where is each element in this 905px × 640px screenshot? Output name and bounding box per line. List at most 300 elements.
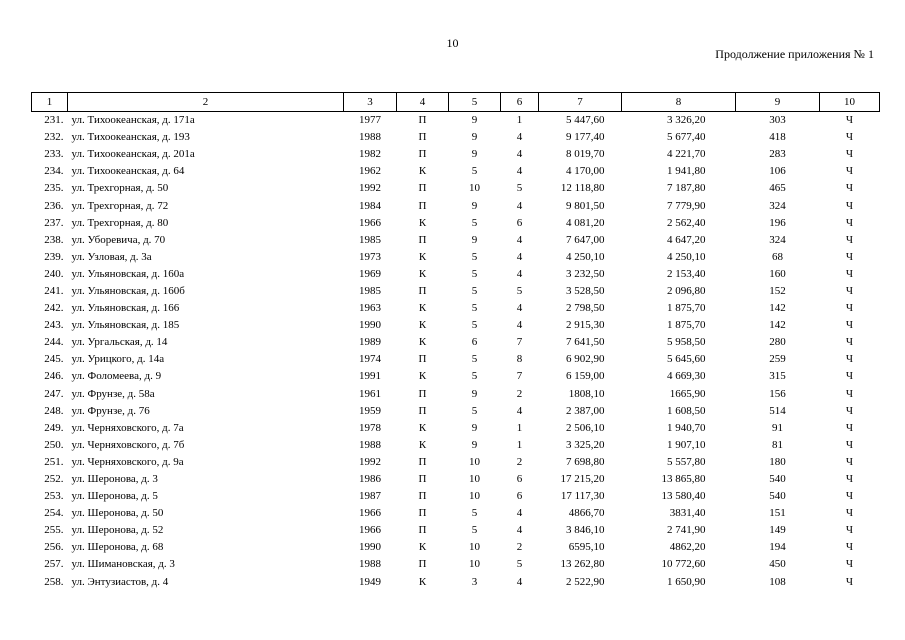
cell-wall-material: К: [418, 438, 427, 451]
cell-floors: 9: [471, 131, 478, 144]
table-row: [32, 215, 880, 232]
table-row: [32, 146, 880, 163]
cell-address: ул. Шеронова, д. 68: [71, 541, 164, 554]
cell-year: 1982: [359, 148, 381, 161]
cell-floors: 9: [471, 421, 478, 434]
cell-wall-material: К: [418, 267, 427, 280]
cell-wall-material: К: [418, 250, 427, 263]
cell-entrances: 2: [516, 541, 523, 554]
table-row: [32, 437, 880, 454]
cell-year: 1977: [359, 114, 381, 127]
table-row: [32, 129, 880, 146]
cell-category: Ч: [845, 404, 854, 417]
cell-total-area: 2 915,30: [566, 319, 605, 332]
cell-row-number: 232.: [44, 131, 64, 144]
cell-address: ул. Тихоокеанская, д. 201а: [71, 148, 195, 161]
cell-floors: 5: [471, 507, 478, 520]
cell-year: 1985: [359, 284, 381, 297]
cell-floors: 10: [469, 558, 480, 571]
cell-category: Ч: [845, 199, 854, 212]
cell-entrances: 4: [516, 148, 523, 161]
table-row: [32, 522, 880, 539]
cell-living-area: 2 741,90: [667, 524, 706, 537]
cell-category: Ч: [845, 541, 854, 554]
cell-year: 1991: [359, 370, 381, 383]
cell-living-area: 7 187,80: [667, 182, 706, 195]
cell-wall-material: К: [418, 216, 427, 229]
cell-living-area: 13 865,80: [661, 473, 706, 486]
cell-living-area: 1 907,10: [667, 438, 706, 451]
cell-category: Ч: [845, 336, 854, 349]
appendix-continuation-label: Продолжение приложения № 1: [715, 47, 874, 61]
cell-floors: 9: [471, 199, 478, 212]
cell-address: ул. Шеронова, д. 3: [71, 473, 158, 486]
cell-entrances: 2: [516, 387, 523, 400]
cell-entrances: 7: [516, 336, 523, 349]
cell-year: 1990: [359, 541, 381, 554]
cell-residents: 151: [769, 507, 786, 520]
column-header: 8: [622, 93, 736, 112]
cell-year: 1992: [359, 182, 381, 195]
cell-address: ул. Урицкого, д. 14а: [71, 353, 165, 366]
cell-entrances: 4: [516, 199, 523, 212]
cell-floors: 10: [469, 455, 480, 468]
cell-floors: 3: [471, 575, 478, 588]
cell-residents: 142: [769, 302, 786, 315]
cell-entrances: 4: [516, 250, 523, 263]
cell-year: 1974: [359, 353, 381, 366]
cell-category: Ч: [845, 507, 854, 520]
table-row: [32, 180, 880, 197]
cell-category: Ч: [845, 216, 854, 229]
cell-row-number: 243.: [44, 319, 64, 332]
cell-residents: 450: [769, 558, 786, 571]
cell-living-area: 4 647,20: [667, 233, 706, 246]
cell-category: Ч: [845, 284, 854, 297]
cell-address: ул. Тихоокеанская, д. 193: [71, 131, 190, 144]
table-row: [32, 249, 880, 266]
cell-total-area: 4 170,00: [566, 165, 605, 178]
cell-category: Ч: [845, 370, 854, 383]
cell-category: Ч: [845, 558, 854, 571]
table-row: [32, 386, 880, 403]
cell-row-number: 242.: [44, 302, 64, 315]
cell-entrances: 1: [516, 438, 523, 451]
cell-floors: 9: [471, 438, 478, 451]
cell-living-area: 5 677,40: [667, 131, 706, 144]
cell-entrances: 4: [516, 233, 523, 246]
cell-address: ул. Узловая, д. 3а: [71, 250, 152, 263]
cell-living-area: 4 221,70: [667, 148, 706, 161]
table-row: [32, 539, 880, 556]
cell-residents: 194: [769, 541, 786, 554]
column-header: 2: [68, 93, 344, 112]
column-header: 3: [344, 93, 397, 112]
cell-category: Ч: [845, 267, 854, 280]
cell-entrances: 4: [516, 165, 523, 178]
cell-row-number: 237.: [44, 216, 64, 229]
cell-year: 1987: [359, 490, 381, 503]
cell-wall-material: П: [418, 524, 427, 537]
cell-floors: 5: [471, 216, 478, 229]
cell-address: ул. Шеронова, д. 52: [71, 524, 164, 537]
cell-category: Ч: [845, 455, 854, 468]
cell-address: ул. Черняховского, д. 7б: [71, 438, 185, 451]
cell-floors: 9: [471, 233, 478, 246]
cell-living-area: 1 940,70: [667, 421, 706, 434]
cell-wall-material: К: [418, 370, 427, 383]
table-row: [32, 283, 880, 300]
table-row: [32, 471, 880, 488]
cell-entrances: 4: [516, 524, 523, 537]
cell-year: 1988: [359, 131, 381, 144]
cell-year: 1966: [359, 216, 381, 229]
cell-address: ул. Тихоокеанская, д. 171а: [71, 114, 195, 127]
cell-row-number: 240.: [44, 267, 64, 280]
cell-category: Ч: [845, 421, 854, 434]
cell-wall-material: П: [418, 455, 427, 468]
cell-row-number: 233.: [44, 148, 64, 161]
cell-total-area: 13 262,80: [560, 558, 605, 571]
cell-entrances: 5: [516, 284, 523, 297]
cell-row-number: 246.: [44, 370, 64, 383]
cell-total-area: 2 387,00: [566, 404, 605, 417]
cell-wall-material: П: [418, 233, 427, 246]
cell-row-number: 249.: [44, 421, 64, 434]
cell-floors: 9: [471, 114, 478, 127]
cell-address: ул. Трехгорная, д. 80: [71, 216, 169, 229]
table-row: [32, 197, 880, 214]
cell-living-area: 5 645,60: [667, 353, 706, 366]
cell-floors: 5: [471, 250, 478, 263]
cell-total-area: 9 801,50: [566, 199, 605, 212]
cell-entrances: 4: [516, 302, 523, 315]
cell-living-area: 5 557,80: [667, 455, 706, 468]
table-row: [32, 505, 880, 522]
cell-residents: 418: [769, 131, 786, 144]
cell-address: ул. Ульяновская, д. 185: [71, 319, 180, 332]
cell-wall-material: П: [418, 199, 427, 212]
cell-entrances: 1: [516, 114, 523, 127]
cell-wall-material: П: [418, 131, 427, 144]
cell-category: Ч: [845, 438, 854, 451]
cell-floors: 10: [469, 473, 480, 486]
table-row: [32, 454, 880, 471]
cell-residents: 91: [772, 421, 783, 434]
cell-total-area: 8 019,70: [566, 148, 605, 161]
cell-living-area: 4862,20: [669, 541, 706, 554]
cell-address: ул. Уборевича, д. 70: [71, 233, 166, 246]
cell-row-number: 252.: [44, 473, 64, 486]
cell-living-area: 2 562,40: [667, 216, 706, 229]
cell-address: ул. Фрунзе, д. 58а: [71, 387, 155, 400]
cell-row-number: 258.: [44, 575, 64, 588]
cell-row-number: 239.: [44, 250, 64, 263]
cell-total-area: 4 250,10: [566, 250, 605, 263]
cell-wall-material: П: [418, 353, 427, 366]
cell-total-area: 3 846,10: [566, 524, 605, 537]
cell-year: 1988: [359, 558, 381, 571]
cell-wall-material: П: [418, 404, 427, 417]
cell-total-area: 6 902,90: [566, 353, 605, 366]
cell-floors: 5: [471, 353, 478, 366]
cell-total-area: 6 159,00: [566, 370, 605, 383]
cell-residents: 149: [769, 524, 786, 537]
cell-wall-material: К: [418, 319, 427, 332]
table-body: [32, 112, 880, 591]
table-row: [32, 266, 880, 283]
cell-residents: 465: [769, 182, 786, 195]
cell-total-area: 9 177,40: [566, 131, 605, 144]
cell-living-area: 5 958,50: [667, 336, 706, 349]
cell-category: Ч: [845, 319, 854, 332]
cell-year: 1963: [359, 302, 381, 315]
cell-year: 1988: [359, 438, 381, 451]
cell-wall-material: К: [418, 541, 427, 554]
cell-living-area: 1665,90: [669, 387, 706, 400]
cell-row-number: 255.: [44, 524, 64, 537]
cell-entrances: 4: [516, 319, 523, 332]
cell-row-number: 253.: [44, 490, 64, 503]
table-row: [32, 556, 880, 573]
cell-total-area: 17 117,30: [560, 490, 605, 503]
column-header: 1: [32, 93, 68, 112]
cell-year: 1959: [359, 404, 381, 417]
page-number: 10: [446, 36, 459, 50]
cell-total-area: 1808,10: [568, 387, 605, 400]
cell-floors: 5: [471, 319, 478, 332]
cell-row-number: 241.: [44, 284, 64, 297]
table-row: [32, 574, 880, 591]
table-row: [32, 334, 880, 351]
column-header: 4: [397, 93, 449, 112]
cell-wall-material: К: [418, 575, 427, 588]
cell-wall-material: П: [418, 490, 427, 503]
cell-total-area: 12 118,80: [560, 182, 605, 195]
cell-floors: 9: [471, 148, 478, 161]
cell-floors: 5: [471, 524, 478, 537]
cell-total-area: 4866,70: [568, 507, 605, 520]
cell-year: 1966: [359, 507, 381, 520]
cell-row-number: 234.: [44, 165, 64, 178]
cell-wall-material: К: [418, 165, 427, 178]
cell-year: 1978: [359, 421, 381, 434]
cell-address: ул. Ульяновская, д. 160а: [71, 267, 185, 280]
cell-floors: 5: [471, 404, 478, 417]
cell-residents: 540: [769, 473, 786, 486]
cell-entrances: 4: [516, 507, 523, 520]
cell-row-number: 248.: [44, 404, 64, 417]
table-row: [32, 163, 880, 180]
cell-total-area: 3 325,20: [566, 438, 605, 451]
cell-floors: 10: [469, 182, 480, 195]
cell-address: ул. Шеронова, д. 5: [71, 490, 158, 503]
table-header-row: [32, 93, 880, 112]
cell-entrances: 1: [516, 421, 523, 434]
cell-entrances: 5: [516, 182, 523, 195]
cell-entrances: 6: [516, 473, 523, 486]
cell-year: 1973: [359, 250, 381, 263]
column-header: 5: [449, 93, 501, 112]
cell-row-number: 254.: [44, 507, 64, 520]
cell-floors: 10: [469, 490, 480, 503]
cell-wall-material: П: [418, 473, 427, 486]
cell-total-area: 6595,10: [568, 541, 605, 554]
cell-year: 1984: [359, 199, 381, 212]
cell-total-area: 7 647,00: [566, 233, 605, 246]
cell-category: Ч: [845, 182, 854, 195]
table-row: [32, 420, 880, 437]
cell-address: ул. Трехгорная, д. 72: [71, 199, 169, 212]
cell-residents: 324: [769, 233, 786, 246]
cell-year: 1990: [359, 319, 381, 332]
cell-residents: 156: [769, 387, 786, 400]
cell-residents: 280: [769, 336, 786, 349]
cell-total-area: 2 798,50: [566, 302, 605, 315]
cell-year: 1992: [359, 455, 381, 468]
cell-wall-material: П: [418, 148, 427, 161]
cell-category: Ч: [845, 473, 854, 486]
cell-address: ул. Ульяновская, д. 160б: [71, 284, 185, 297]
cell-entrances: 4: [516, 267, 523, 280]
cell-total-area: 2 522,90: [566, 575, 605, 588]
cell-living-area: 1 941,80: [667, 165, 706, 178]
cell-row-number: 238.: [44, 233, 64, 246]
cell-category: Ч: [845, 490, 854, 503]
cell-residents: 81: [772, 438, 783, 451]
table-row: [32, 351, 880, 368]
cell-total-area: 7 698,80: [566, 455, 605, 468]
cell-total-area: 5 447,60: [566, 114, 605, 127]
cell-entrances: 4: [516, 131, 523, 144]
cell-category: Ч: [845, 131, 854, 144]
cell-floors: 5: [471, 370, 478, 383]
cell-year: 1962: [359, 165, 381, 178]
cell-category: Ч: [845, 524, 854, 537]
cell-row-number: 244.: [44, 336, 64, 349]
cell-floors: 9: [471, 387, 478, 400]
cell-residents: 315: [769, 370, 786, 383]
cell-wall-material: К: [418, 336, 427, 349]
cell-residents: 68: [772, 250, 783, 263]
cell-row-number: 256.: [44, 541, 64, 554]
cell-residents: 303: [769, 114, 786, 127]
cell-category: Ч: [845, 114, 854, 127]
cell-living-area: 2 153,40: [667, 267, 706, 280]
cell-total-area: 3 232,50: [566, 267, 605, 280]
cell-residents: 196: [769, 216, 786, 229]
cell-category: Ч: [845, 575, 854, 588]
cell-address: ул. Трехгорная, д. 50: [71, 182, 169, 195]
cell-year: 1966: [359, 524, 381, 537]
cell-year: 1969: [359, 267, 381, 280]
cell-row-number: 235.: [44, 182, 64, 195]
column-header: 7: [539, 93, 622, 112]
cell-row-number: 245.: [44, 353, 64, 366]
cell-address: ул. Черняховского, д. 9а: [71, 455, 184, 468]
cell-address: ул. Ургальская, д. 14: [71, 336, 168, 349]
cell-residents: 106: [769, 165, 786, 178]
cell-address: ул. Фрунзе, д. 76: [71, 404, 150, 417]
cell-entrances: 5: [516, 558, 523, 571]
cell-total-area: 7 641,50: [566, 336, 605, 349]
cell-total-area: 17 215,20: [560, 473, 605, 486]
cell-category: Ч: [845, 165, 854, 178]
cell-row-number: 231.: [44, 114, 64, 127]
cell-year: 1949: [359, 575, 381, 588]
cell-row-number: 247.: [44, 387, 64, 400]
cell-row-number: 257.: [44, 558, 64, 571]
cell-entrances: 7: [516, 370, 523, 383]
cell-address: ул. Тихоокеанская, д. 64: [71, 165, 185, 178]
cell-floors: 5: [471, 284, 478, 297]
cell-wall-material: П: [418, 284, 427, 297]
cell-residents: 180: [769, 455, 786, 468]
cell-address: ул. Шеронова, д. 50: [71, 507, 164, 520]
cell-address: ул. Ульяновская, д. 166: [71, 302, 180, 315]
cell-wall-material: П: [418, 507, 427, 520]
cell-address: ул. Энтузиастов, д. 4: [71, 575, 169, 588]
table-row: [32, 317, 880, 334]
cell-living-area: 13 580,40: [661, 490, 706, 503]
column-header: 6: [501, 93, 539, 112]
cell-year: 1986: [359, 473, 381, 486]
cell-floors: 5: [471, 302, 478, 315]
cell-category: Ч: [845, 302, 854, 315]
cell-residents: 259: [769, 353, 786, 366]
table-row: [32, 112, 880, 130]
cell-living-area: 4 669,30: [667, 370, 706, 383]
cell-category: Ч: [845, 387, 854, 400]
cell-total-area: 4 081,20: [566, 216, 605, 229]
cell-living-area: 1 875,70: [667, 302, 706, 315]
cell-entrances: 8: [516, 353, 523, 366]
cell-residents: 514: [769, 404, 786, 417]
cell-living-area: 2 096,80: [667, 284, 706, 297]
cell-year: 1985: [359, 233, 381, 246]
cell-category: Ч: [845, 353, 854, 366]
cell-living-area: 4 250,10: [667, 250, 706, 263]
cell-wall-material: П: [418, 558, 427, 571]
cell-wall-material: К: [418, 421, 427, 434]
cell-residents: 160: [769, 267, 786, 280]
cell-floors: 6: [471, 336, 478, 349]
cell-floors: 10: [469, 541, 480, 554]
cell-floors: 5: [471, 165, 478, 178]
cell-address: ул. Черняховского, д. 7а: [71, 421, 184, 434]
cell-row-number: 251.: [44, 455, 64, 468]
cell-row-number: 236.: [44, 199, 64, 212]
cell-entrances: 2: [516, 455, 523, 468]
cell-row-number: 250.: [44, 438, 64, 451]
column-header: 10: [820, 93, 880, 112]
column-header: 9: [736, 93, 820, 112]
cell-floors: 5: [471, 267, 478, 280]
cell-living-area: 3831,40: [669, 507, 706, 520]
cell-wall-material: П: [418, 182, 427, 195]
cell-category: Ч: [845, 233, 854, 246]
cell-entrances: 4: [516, 575, 523, 588]
cell-living-area: 1 608,50: [667, 404, 706, 417]
cell-total-area: 2 506,10: [566, 421, 605, 434]
cell-entrances: 6: [516, 490, 523, 503]
cell-category: Ч: [845, 148, 854, 161]
cell-residents: 324: [769, 199, 786, 212]
cell-year: 1961: [359, 387, 381, 400]
cell-wall-material: П: [418, 387, 427, 400]
cell-entrances: 4: [516, 404, 523, 417]
cell-wall-material: К: [418, 302, 427, 315]
